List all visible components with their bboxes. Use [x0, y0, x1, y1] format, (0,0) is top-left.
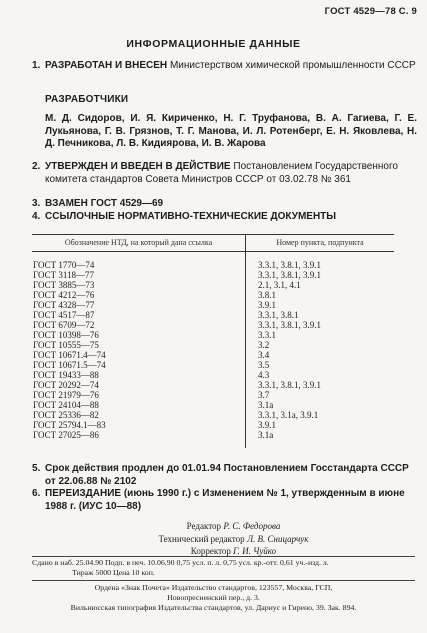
- document-cell: ГОСТ 4517—87: [32, 310, 246, 320]
- table-row: [32, 390, 394, 400]
- section-text: Постановлением Государственного комитета стандартов Совета Министров СССР от 03.02.78 № 361: [45, 161, 398, 185]
- tech-editor-label: Технический редактор: [158, 533, 245, 544]
- document-cell: ГОСТ 10671.4—74: [32, 350, 246, 360]
- printer-line: Вильнюсская типография Издательства стандартов, ул. Дариус и Гирено, 39. Зак. 894.: [70, 603, 357, 612]
- section-heading: ССЫЛОЧНЫЕ НОРМАТИВНО-ТЕХНИЧЕСКИЕ ДОКУМЕНТЫ: [45, 211, 337, 222]
- document-cell: ГОСТ 27025—86: [32, 430, 246, 440]
- clause-cell: 3.1a: [258, 430, 274, 440]
- section-4: [32, 211, 417, 224]
- references-table-body: [32, 252, 394, 449]
- clause-cell: 3.3.1, 3.8.1, 3.9.1: [258, 260, 321, 270]
- editor-label: Редактор: [186, 521, 222, 531]
- publisher-line: Ордена «Знак Почета» Издательство стандартов, 123557, Москва, ГСП,: [94, 583, 333, 592]
- section-number: 2.: [32, 161, 41, 172]
- column-header-document: Обозначение НТД, на который дана ссылка: [32, 235, 246, 252]
- editor-name: Р. С. Федорова: [223, 521, 281, 531]
- section-heading: РАЗРАБОТАН И ВНЕСЕН: [45, 60, 168, 71]
- page-header: ГОСТ 4529—78 С. 9: [324, 6, 417, 17]
- table-row: [32, 420, 394, 430]
- clause-cell: 3.9.1: [258, 300, 276, 310]
- table-row: [32, 320, 394, 330]
- table-row: [32, 280, 394, 290]
- document-cell: ГОСТ 3885—73: [32, 280, 246, 290]
- document-cell: ГОСТ 10555—75: [32, 340, 246, 350]
- clause-cell: 3.3.1, 3.8.1: [258, 310, 299, 320]
- document-cell: ГОСТ 10671.5—74: [32, 360, 246, 370]
- document-cell: ГОСТ 25794.1—83: [32, 420, 246, 430]
- clause-cell: 3.7: [258, 390, 270, 400]
- section-2: [32, 161, 417, 186]
- section-number: 1.: [32, 60, 41, 71]
- document-cell: ГОСТ 6709—72: [32, 320, 246, 330]
- tech-editor-line: [0, 533, 427, 546]
- document-cell: ГОСТ 24104—88: [32, 400, 246, 410]
- developers-list: М. Д. Сидоров, И. Я. Кириченко, Н. Г. Труфанова, В. А. Гагиева, Г. Е. Лукьянова, Г. В. Грязнов, Т. Г. Манова, И. Л. Ротенберг, Е. Н. Яковлева, Н. Д. Печникова, Л. В. Кидиярова, И. В. Жарова: [45, 113, 417, 149]
- clause-cell: 4.3: [258, 370, 270, 380]
- section-number: 6.: [32, 488, 41, 499]
- document-cell: ГОСТ 25336—82: [32, 410, 246, 420]
- section-number: 5.: [32, 463, 41, 474]
- section-5: [32, 463, 417, 488]
- divider: [32, 556, 415, 557]
- credits: [0, 520, 427, 558]
- clause-cell: 3.5: [258, 360, 270, 370]
- clause-cell: 3.8.1: [258, 290, 276, 300]
- table-row: [32, 260, 394, 270]
- section-number: 3.: [32, 198, 41, 209]
- clause-cell: 3.4: [258, 350, 270, 360]
- document-cell: ГОСТ 4212—76: [32, 290, 246, 300]
- table-row: [32, 400, 394, 410]
- publisher-info: [0, 583, 427, 613]
- section-1: [32, 60, 417, 73]
- table-row: [32, 360, 394, 370]
- references-table: [32, 234, 394, 448]
- table-row: [32, 370, 394, 380]
- section-heading: ПЕРЕИЗДАНИЕ (июнь 1990 г.) с Изменением № 1, утвержденным в июне 1988 г. (ИУС 10—88): [45, 488, 405, 512]
- tech-editor-name: Л. В. Сницарчук: [246, 533, 309, 544]
- clause-cell: 3.3.1, 3.1a, 3.9.1: [258, 410, 319, 420]
- section-3: [32, 198, 417, 211]
- document-cell: ГОСТ 10398—76: [32, 330, 246, 340]
- section-text: Министерством химической промышленности СССР: [169, 60, 416, 71]
- imprint: [32, 558, 415, 578]
- publisher-line: Новопресненский пер., д. 3.: [167, 593, 260, 602]
- clause-cell: 3.9.1: [258, 420, 276, 430]
- section-6: [32, 488, 417, 513]
- table-row: [32, 300, 394, 310]
- developers-heading: РАЗРАБОТЧИКИ: [45, 94, 129, 105]
- table-row: [32, 270, 394, 280]
- divider: [32, 580, 415, 581]
- clause-cell: 3.1a: [258, 400, 274, 410]
- clause-cell: 3.3.1, 3.8.1, 3.9.1: [258, 320, 321, 330]
- corrector-name: Г. И. Чуйко: [233, 546, 277, 556]
- clause-cell: 2.1, 3.1, 4.1: [258, 280, 301, 290]
- table-row: [32, 380, 394, 390]
- clause-cell: 3.3.1, 3.8.1, 3.9.1: [258, 380, 321, 390]
- corrector-label: Корректор: [190, 546, 231, 556]
- clause-cell: 3.3.1, 3.8.1, 3.9.1: [258, 270, 321, 280]
- clause-cell: 3.3.1: [258, 330, 276, 340]
- table-row: [32, 410, 394, 420]
- section-heading: ВЗАМЕН ГОСТ 4529—69: [45, 198, 164, 209]
- section-heading: Срок действия продлен до 01.01.94 Постановлением Госстандарта СССР от 22.06.88 № 2102: [45, 463, 409, 487]
- document-cell: ГОСТ 19433—88: [32, 370, 246, 380]
- table-row: [32, 340, 394, 350]
- imprint-line: Тираж 5000 Цена 10 коп.: [72, 568, 155, 577]
- clause-cell: 3.2: [258, 340, 270, 350]
- imprint-line: Сдано в наб. 25.04.90 Подп. в печ. 10.06.90 0,75 усл. п. л. 0,75 усл. кр.-отт. 0,61 уч.-изд. л.: [32, 558, 329, 567]
- document-cell: ГОСТ 4328—77: [32, 300, 246, 310]
- table-row: [32, 330, 394, 340]
- table-row: [32, 350, 394, 360]
- document-cell: ГОСТ 21979—76: [32, 390, 246, 400]
- section-heading: УТВЕРЖДЕН И ВВЕДЕН В ДЕЙСТВИЕ: [45, 161, 231, 172]
- document-cell: ГОСТ 1770—74: [32, 260, 246, 270]
- document-cell: ГОСТ 20292—74: [32, 380, 246, 390]
- section-number: 4.: [32, 211, 41, 222]
- table-row: [32, 310, 394, 320]
- table-row: [32, 430, 394, 440]
- page-title: ИНФОРМАЦИОННЫЕ ДАННЫЕ: [126, 38, 301, 50]
- editor-line: [0, 520, 427, 533]
- column-header-clause: Номер пункта, подпункта: [246, 235, 395, 252]
- document-cell: ГОСТ 3118—77: [32, 270, 246, 280]
- table-row: [32, 290, 394, 300]
